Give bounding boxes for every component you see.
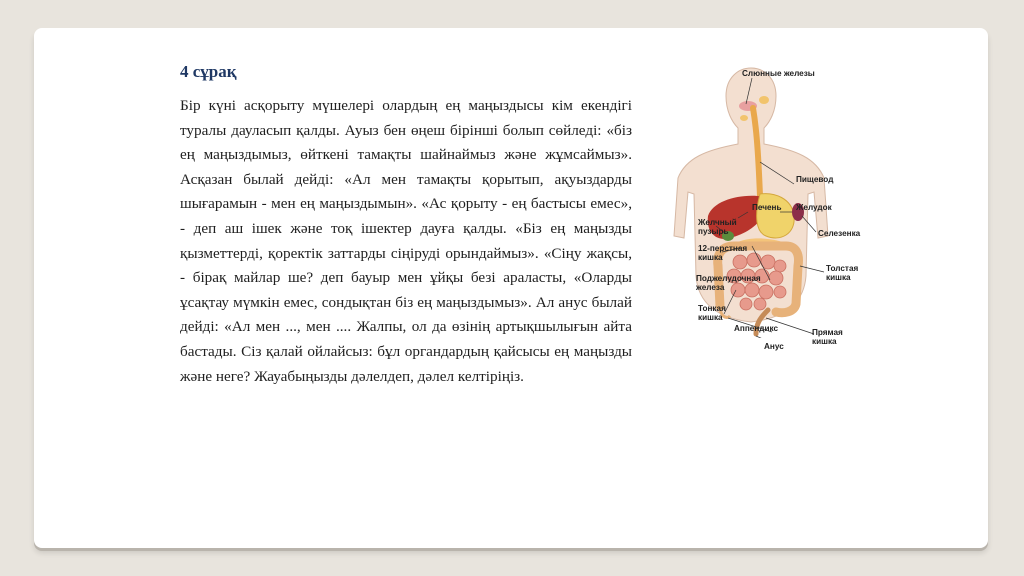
label-stomach: Желудок xyxy=(796,203,832,212)
label-salivary-glands: Слюнные железы xyxy=(742,69,815,78)
label-spleen: Селезенка xyxy=(818,229,861,238)
label-rectum: Прямая кишка xyxy=(812,328,843,346)
slide xyxy=(34,28,988,548)
label-esophagus: Пищевод xyxy=(796,175,834,184)
question-text: Бір күні асқорыту мүшелері олардың ең маңыздысы кім екендігі туралы дауласып қалды. Ауыз бен өңеш бірінші болып сөйледі: «біз ең маңыздымыз, өйткені тамақты шайнаймыз және жұмсаймыз». Асқазан былай дейді: «Ал мен тамақты қорытып, ақуыздарды шығарамын - мен ең маңыздымын». «Ас қорыту - ең бастысы емес», - деп аш ішек және тоқ ішектер дауға қалды. «Біз ең маңызды қызметтерді, қоректік заттарды сіңіруді орындаймыз». «Сіңу жақсы, - бірақ майлар ше? деп бауыр мен ұйқы безі араласты, «Оларды ұсақтау мүмкін емес, сондықтан біз ең маңыздымыз». Ал анус былай дейді: «Ал мен ..., мен .... Жалпы, ол да өзінің артықшылығын айта бастады. Сіз қалай ойлайсыз: бұл органдардың қайсысы ең маңызды және неге? Жауабыңызды дәлелдеп, дәлел келтіріңіз. xyxy=(180,97,632,385)
label-colon: Толстая кишка xyxy=(826,264,859,282)
question-title: 4 сұрақ xyxy=(180,62,237,81)
label-small-intestine: Тонкая кишка xyxy=(698,304,726,322)
label-appendix: Аппендикс xyxy=(734,324,779,333)
label-gallbladder: Желчный пузырь xyxy=(698,218,737,236)
label-liver: Печень xyxy=(752,203,782,212)
label-pancreas: Поджелудочная железа xyxy=(696,274,761,292)
digestive-system-diagram xyxy=(656,66,861,351)
label-duodenum: 12-перстная кишка xyxy=(698,244,748,262)
label-anus: Анус xyxy=(764,342,784,351)
digestive-system-illustration xyxy=(656,66,846,338)
